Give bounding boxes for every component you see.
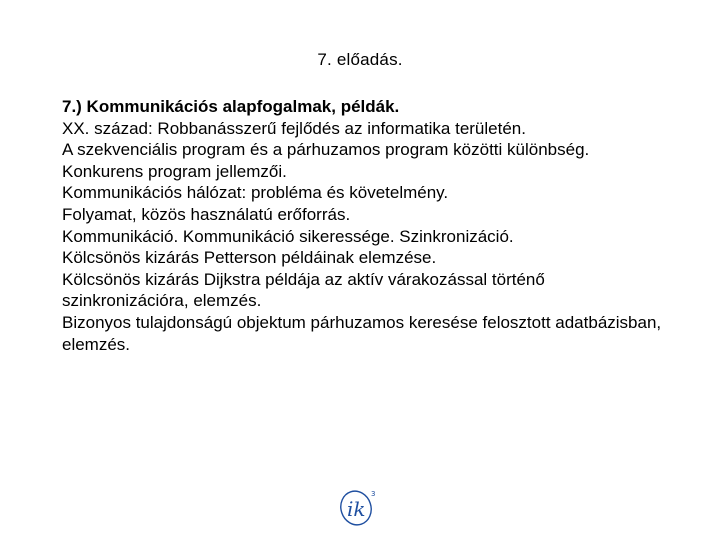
- body-line: Kölcsönös kizárás Petterson példáinak elemzése.: [62, 248, 437, 268]
- svg-text:3: 3: [371, 490, 376, 498]
- slide-body: [62, 96, 662, 355]
- body-line: Kommunikációs hálózat: probléma és követelmény.: [62, 183, 449, 203]
- slide-title: 7. előadás.: [317, 50, 403, 69]
- svg-text:ik: ik: [347, 497, 366, 521]
- body-line: Bizonyos tulajdonságú objektum párhuzamos keresése felosztott adatbázisban, elemzés.: [62, 312, 662, 354]
- logo-icon: [334, 485, 382, 529]
- body-line: Folyamat, közös használatú erőforrás.: [62, 204, 351, 224]
- body-line: XX. század: Robbanásszerű fejlődés az informatika területén.: [62, 118, 526, 138]
- body-line: Kölcsönös kizárás Dijkstra példája az aktív várakozással történő szinkronizációra, elemzés.: [62, 269, 545, 311]
- logo: [334, 485, 382, 529]
- body-line: Kommunikáció. Kommunikáció sikeressége. Szinkronizáció.: [62, 226, 514, 246]
- body-line: A szekvenciális program és a párhuzamos program közötti különbség.: [62, 140, 590, 160]
- body-line: Konkurens program jellemzői.: [62, 161, 287, 181]
- slide-subtitle: 7.) Kommunikációs alapfogalmak, példák.: [62, 97, 400, 116]
